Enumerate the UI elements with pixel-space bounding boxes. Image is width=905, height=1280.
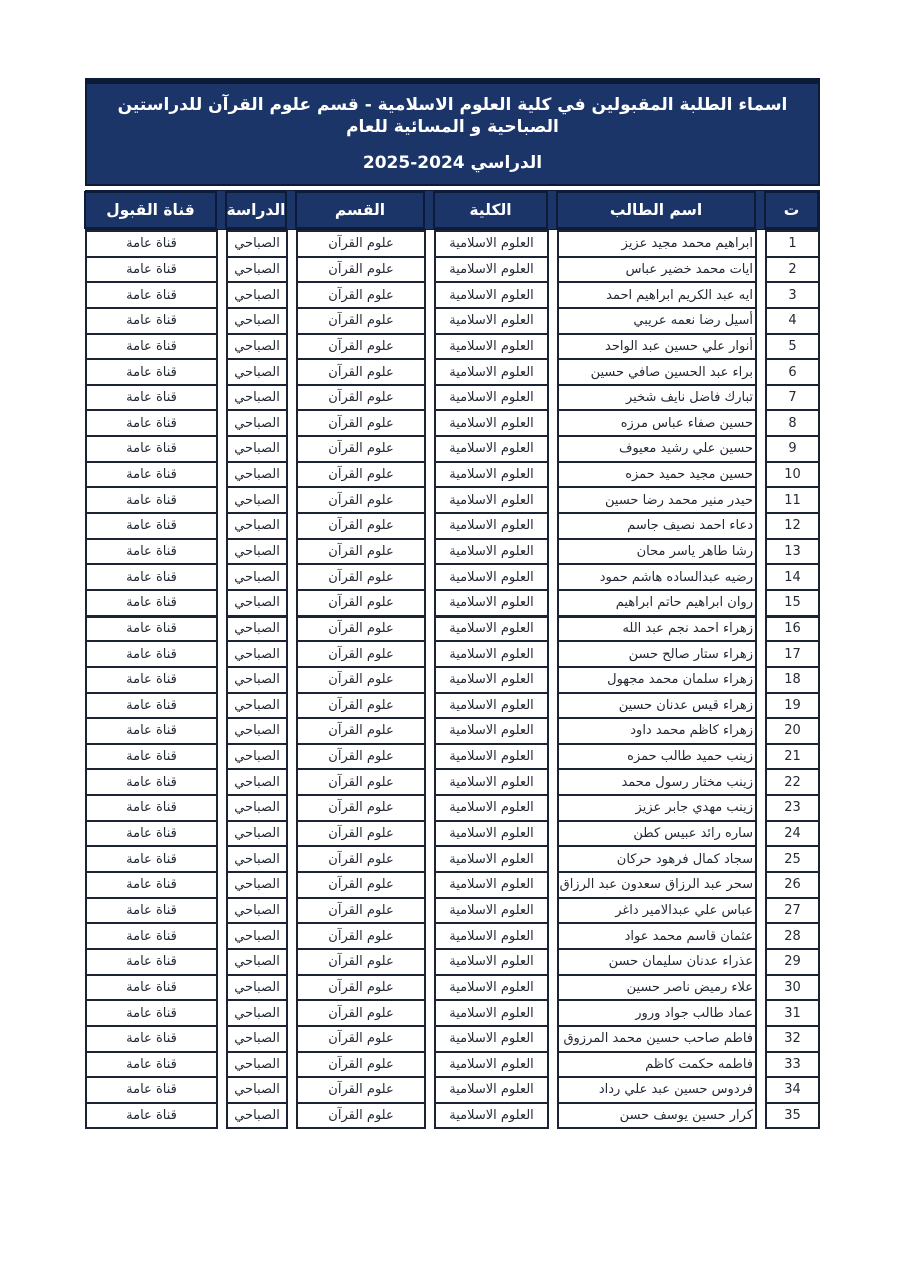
college-cell: العلوم الاسلامية <box>434 1051 549 1079</box>
college-cell: العلوم الاسلامية <box>434 333 549 361</box>
college-cell: العلوم الاسلامية <box>434 1076 549 1104</box>
study-shift-cell: الصباحي <box>226 1025 288 1053</box>
row-number-cell: 14 <box>765 563 820 591</box>
college-cell: العلوم الاسلامية <box>434 461 549 489</box>
row-number-cell: 7 <box>765 384 820 412</box>
table-row <box>85 538 820 566</box>
admission-channel-cell: قناة عامة <box>85 230 218 258</box>
college-cell: العلوم الاسلامية <box>434 281 549 309</box>
student-name-cell: رضيه عبدالساده هاشم حمود <box>557 563 757 591</box>
admission-channel-cell: قناة عامة <box>85 768 218 796</box>
row-number-cell: 5 <box>765 333 820 361</box>
row-number-cell: 9 <box>765 435 820 463</box>
student-name-cell: عماد طالب جواد ورور <box>557 999 757 1027</box>
study-shift-cell: الصباحي <box>226 897 288 925</box>
department-cell: علوم القرآن <box>296 999 426 1027</box>
college-cell: العلوم الاسلامية <box>434 563 549 591</box>
study-shift-cell: الصباحي <box>226 666 288 694</box>
row-number-cell: 8 <box>765 409 820 437</box>
college-cell: العلوم الاسلامية <box>434 230 549 258</box>
department-cell: علوم القرآن <box>296 409 426 437</box>
student-name-cell: حسين علي رشيد معيوف <box>557 435 757 463</box>
study-shift-cell: الصباحي <box>226 461 288 489</box>
column-header-index: ت <box>764 191 819 229</box>
table-row <box>85 897 820 925</box>
table-row <box>85 589 820 617</box>
study-shift-cell: الصباحي <box>226 717 288 745</box>
study-shift-cell: الصباحي <box>226 974 288 1002</box>
study-shift-cell: الصباحي <box>226 333 288 361</box>
table-row <box>85 717 820 745</box>
study-shift-cell: الصباحي <box>226 538 288 566</box>
college-cell: العلوم الاسلامية <box>434 794 549 822</box>
admission-channel-cell: قناة عامة <box>85 692 218 720</box>
table-row <box>85 1102 820 1130</box>
table-row <box>85 230 820 258</box>
college-cell: العلوم الاسلامية <box>434 922 549 950</box>
college-cell: العلوم الاسلامية <box>434 999 549 1027</box>
row-number-cell: 12 <box>765 512 820 540</box>
college-cell: العلوم الاسلامية <box>434 256 549 284</box>
college-cell: العلوم الاسلامية <box>434 486 549 514</box>
table-row <box>85 358 820 386</box>
student-name-cell: براء عبد الحسين صافي حسين <box>557 358 757 386</box>
study-shift-cell: الصباحي <box>226 256 288 284</box>
department-cell: علوم القرآن <box>296 461 426 489</box>
department-cell: علوم القرآن <box>296 974 426 1002</box>
row-number-cell: 1 <box>765 230 820 258</box>
row-number-cell: 25 <box>765 845 820 873</box>
table-row <box>85 922 820 950</box>
row-number-cell: 23 <box>765 794 820 822</box>
row-number-cell: 17 <box>765 640 820 668</box>
admission-channel-cell: قناة عامة <box>85 615 218 643</box>
department-cell: علوم القرآن <box>296 948 426 976</box>
admission-channel-cell: قناة عامة <box>85 1102 218 1130</box>
admission-channel-cell: قناة عامة <box>85 794 218 822</box>
department-cell: علوم القرآن <box>296 589 426 617</box>
table-row <box>85 461 820 489</box>
table-row <box>85 256 820 284</box>
admission-channel-cell: قناة عامة <box>85 845 218 873</box>
student-name-cell: حسين صفاء عباس مرزه <box>557 409 757 437</box>
table-row <box>85 307 820 335</box>
row-number-cell: 31 <box>765 999 820 1027</box>
document-sheet <box>85 78 820 1129</box>
department-cell: علوم القرآن <box>296 615 426 643</box>
college-cell: العلوم الاسلامية <box>434 538 549 566</box>
table-row <box>85 974 820 1002</box>
study-shift-cell: الصباحي <box>226 307 288 335</box>
row-number-cell: 34 <box>765 1076 820 1104</box>
table-row <box>85 333 820 361</box>
college-cell: العلوم الاسلامية <box>434 948 549 976</box>
row-number-cell: 32 <box>765 1025 820 1053</box>
college-cell: العلوم الاسلامية <box>434 307 549 335</box>
student-name-cell: عذراء عدنان سليمان حسن <box>557 948 757 976</box>
column-header-dept: القسم <box>295 191 425 229</box>
admission-channel-cell: قناة عامة <box>85 717 218 745</box>
department-cell: علوم القرآن <box>296 538 426 566</box>
study-shift-cell: الصباحي <box>226 358 288 386</box>
college-cell: العلوم الاسلامية <box>434 589 549 617</box>
college-cell: العلوم الاسلامية <box>434 871 549 899</box>
admission-channel-cell: قناة عامة <box>85 897 218 925</box>
study-shift-cell: الصباحي <box>226 563 288 591</box>
table-row <box>85 845 820 873</box>
admission-channel-cell: قناة عامة <box>85 666 218 694</box>
student-name-cell: زينب حميد طالب حمزه <box>557 743 757 771</box>
department-cell: علوم القرآن <box>296 1076 426 1104</box>
admission-channel-cell: قناة عامة <box>85 999 218 1027</box>
student-name-cell: علاء رميض ناصر حسين <box>557 974 757 1002</box>
table-row <box>85 384 820 412</box>
admission-channel-cell: قناة عامة <box>85 538 218 566</box>
admission-channel-cell: قناة عامة <box>85 974 218 1002</box>
college-cell: العلوم الاسلامية <box>434 640 549 668</box>
row-number-cell: 15 <box>765 589 820 617</box>
table-row <box>85 1025 820 1053</box>
row-number-cell: 10 <box>765 461 820 489</box>
column-header-college: الكلية <box>433 191 548 229</box>
table-row <box>85 820 820 848</box>
college-cell: العلوم الاسلامية <box>434 845 549 873</box>
college-cell: العلوم الاسلامية <box>434 974 549 1002</box>
admission-channel-cell: قناة عامة <box>85 1025 218 1053</box>
column-header-channel: قناة القبول <box>84 191 217 229</box>
department-cell: علوم القرآن <box>296 794 426 822</box>
study-shift-cell: الصباحي <box>226 1051 288 1079</box>
student-name-cell: زهراء احمد نجم عبد الله <box>557 615 757 643</box>
admission-channel-cell: قناة عامة <box>85 409 218 437</box>
department-cell: علوم القرآن <box>296 486 426 514</box>
department-cell: علوم القرآن <box>296 845 426 873</box>
student-name-cell: زهراء كاظم محمد داود <box>557 717 757 745</box>
study-shift-cell: الصباحي <box>226 948 288 976</box>
college-cell: العلوم الاسلامية <box>434 692 549 720</box>
student-name-cell: أسيل رضا نعمه عريبي <box>557 307 757 335</box>
student-name-cell: عباس علي عبدالامير داغر <box>557 897 757 925</box>
student-name-cell: روان ابراهيم حاتم ابراهيم <box>557 589 757 617</box>
student-name-cell: حيدر منير محمد رضا حسين <box>557 486 757 514</box>
row-number-cell: 30 <box>765 974 820 1002</box>
study-shift-cell: الصباحي <box>226 794 288 822</box>
study-shift-cell: الصباحي <box>226 820 288 848</box>
college-cell: العلوم الاسلامية <box>434 384 549 412</box>
column-header-name: اسم الطالب <box>556 191 756 229</box>
study-shift-cell: الصباحي <box>226 1076 288 1104</box>
study-shift-cell: الصباحي <box>226 486 288 514</box>
student-name-cell: ابراهيم محمد مجيد عزيز <box>557 230 757 258</box>
department-cell: علوم القرآن <box>296 384 426 412</box>
student-name-cell: زينب مهدي جابر عزيز <box>557 794 757 822</box>
row-number-cell: 24 <box>765 820 820 848</box>
study-shift-cell: الصباحي <box>226 1102 288 1130</box>
table-header-row <box>85 190 820 230</box>
student-name-cell: زهراء قيس عدنان حسين <box>557 692 757 720</box>
student-name-cell: فاطمه حكمت كاظم <box>557 1051 757 1079</box>
study-shift-cell: الصباحي <box>226 435 288 463</box>
student-name-cell: سحر عبد الرزاق سعدون عبد الرزاق <box>557 871 757 899</box>
student-name-cell: سجاد كمال فرهود حركان <box>557 845 757 873</box>
table-row <box>85 640 820 668</box>
admission-channel-cell: قناة عامة <box>85 384 218 412</box>
study-shift-cell: الصباحي <box>226 615 288 643</box>
college-cell: العلوم الاسلامية <box>434 512 549 540</box>
table-row <box>85 999 820 1027</box>
admission-channel-cell: قناة عامة <box>85 743 218 771</box>
student-name-cell: ساره رائد عبيس كطن <box>557 820 757 848</box>
table-row <box>85 281 820 309</box>
table-row <box>85 948 820 976</box>
row-number-cell: 21 <box>765 743 820 771</box>
department-cell: علوم القرآن <box>296 717 426 745</box>
student-name-cell: كرار حسين يوسف حسن <box>557 1102 757 1130</box>
row-number-cell: 13 <box>765 538 820 566</box>
student-name-cell: زينب مختار رسول محمد <box>557 768 757 796</box>
title-line-2: الدراسي 2024-2025 <box>362 153 543 174</box>
column-header-study: الدراسة <box>225 191 287 229</box>
study-shift-cell: الصباحي <box>226 922 288 950</box>
department-cell: علوم القرآن <box>296 820 426 848</box>
row-number-cell: 35 <box>765 1102 820 1130</box>
table-row <box>85 768 820 796</box>
table-row <box>85 615 820 643</box>
table-row <box>85 1076 820 1104</box>
study-shift-cell: الصباحي <box>226 512 288 540</box>
department-cell: علوم القرآن <box>296 692 426 720</box>
table-row <box>85 435 820 463</box>
row-number-cell: 6 <box>765 358 820 386</box>
admission-channel-cell: قناة عامة <box>85 922 218 950</box>
student-name-cell: تبارك فاضل نايف شخير <box>557 384 757 412</box>
department-cell: علوم القرآن <box>296 922 426 950</box>
college-cell: العلوم الاسلامية <box>434 717 549 745</box>
department-cell: علوم القرآن <box>296 743 426 771</box>
study-shift-cell: الصباحي <box>226 692 288 720</box>
row-number-cell: 20 <box>765 717 820 745</box>
department-cell: علوم القرآن <box>296 666 426 694</box>
table-row <box>85 692 820 720</box>
study-shift-cell: الصباحي <box>226 999 288 1027</box>
student-name-cell: ايات محمد خضير عباس <box>557 256 757 284</box>
admission-channel-cell: قناة عامة <box>85 281 218 309</box>
admission-channel-cell: قناة عامة <box>85 589 218 617</box>
row-number-cell: 27 <box>765 897 820 925</box>
department-cell: علوم القرآن <box>296 871 426 899</box>
admission-channel-cell: قناة عامة <box>85 435 218 463</box>
college-cell: العلوم الاسلامية <box>434 820 549 848</box>
department-cell: علوم القرآن <box>296 640 426 668</box>
row-number-cell: 28 <box>765 922 820 950</box>
student-name-cell: فردوس حسين عبد علي رداد <box>557 1076 757 1104</box>
study-shift-cell: الصباحي <box>226 230 288 258</box>
college-cell: العلوم الاسلامية <box>434 768 549 796</box>
study-shift-cell: الصباحي <box>226 845 288 873</box>
table-row <box>85 666 820 694</box>
admission-channel-cell: قناة عامة <box>85 333 218 361</box>
row-number-cell: 3 <box>765 281 820 309</box>
student-name-cell: زهراء ستار صالح حسن <box>557 640 757 668</box>
college-cell: العلوم الاسلامية <box>434 1102 549 1130</box>
row-number-cell: 16 <box>765 615 820 643</box>
department-cell: علوم القرآن <box>296 435 426 463</box>
college-cell: العلوم الاسلامية <box>434 666 549 694</box>
table-row <box>85 486 820 514</box>
admission-channel-cell: قناة عامة <box>85 256 218 284</box>
study-shift-cell: الصباحي <box>226 871 288 899</box>
department-cell: علوم القرآن <box>296 307 426 335</box>
study-shift-cell: الصباحي <box>226 409 288 437</box>
department-cell: علوم القرآن <box>296 897 426 925</box>
admission-channel-cell: قناة عامة <box>85 948 218 976</box>
admission-channel-cell: قناة عامة <box>85 563 218 591</box>
row-number-cell: 26 <box>765 871 820 899</box>
department-cell: علوم القرآن <box>296 281 426 309</box>
table-body <box>85 230 820 1129</box>
department-cell: علوم القرآن <box>296 333 426 361</box>
admission-channel-cell: قناة عامة <box>85 358 218 386</box>
study-shift-cell: الصباحي <box>226 384 288 412</box>
table-row <box>85 512 820 540</box>
title-banner <box>85 78 820 186</box>
study-shift-cell: الصباحي <box>226 589 288 617</box>
table-row <box>85 871 820 899</box>
admission-channel-cell: قناة عامة <box>85 1051 218 1079</box>
admission-channel-cell: قناة عامة <box>85 820 218 848</box>
study-shift-cell: الصباحي <box>226 281 288 309</box>
college-cell: العلوم الاسلامية <box>434 1025 549 1053</box>
row-number-cell: 33 <box>765 1051 820 1079</box>
row-number-cell: 18 <box>765 666 820 694</box>
student-name-cell: رشا طاهر ياسر محان <box>557 538 757 566</box>
admission-channel-cell: قناة عامة <box>85 461 218 489</box>
admission-channel-cell: قناة عامة <box>85 512 218 540</box>
student-name-cell: دعاء احمد نصيف جاسم <box>557 512 757 540</box>
row-number-cell: 4 <box>765 307 820 335</box>
table-row <box>85 563 820 591</box>
department-cell: علوم القرآن <box>296 1102 426 1130</box>
college-cell: العلوم الاسلامية <box>434 358 549 386</box>
student-name-cell: فاطم صاحب حسين محمد المرزوق <box>557 1025 757 1053</box>
department-cell: علوم القرآن <box>296 256 426 284</box>
department-cell: علوم القرآن <box>296 512 426 540</box>
student-name-cell: أنوار علي حسين عبد الواحد <box>557 333 757 361</box>
row-number-cell: 11 <box>765 486 820 514</box>
department-cell: علوم القرآن <box>296 1025 426 1053</box>
department-cell: علوم القرآن <box>296 563 426 591</box>
college-cell: العلوم الاسلامية <box>434 615 549 643</box>
admission-channel-cell: قناة عامة <box>85 307 218 335</box>
department-cell: علوم القرآن <box>296 358 426 386</box>
student-name-cell: حسين مجيد حميد حمزه <box>557 461 757 489</box>
title-line-1: اسماء الطلبة المقبولين في كلية العلوم الاسلامية - قسم علوم القرآن للدراستين الصباحية و المسائية للعام <box>117 94 788 137</box>
student-name-cell: عثمان قاسم محمد عواد <box>557 922 757 950</box>
row-number-cell: 22 <box>765 768 820 796</box>
college-cell: العلوم الاسلامية <box>434 897 549 925</box>
study-shift-cell: الصباحي <box>226 743 288 771</box>
college-cell: العلوم الاسلامية <box>434 435 549 463</box>
row-number-cell: 29 <box>765 948 820 976</box>
admission-channel-cell: قناة عامة <box>85 486 218 514</box>
college-cell: العلوم الاسلامية <box>434 743 549 771</box>
admission-channel-cell: قناة عامة <box>85 640 218 668</box>
student-name-cell: زهراء سلمان محمد مجهول <box>557 666 757 694</box>
row-number-cell: 2 <box>765 256 820 284</box>
table-row <box>85 743 820 771</box>
department-cell: علوم القرآن <box>296 230 426 258</box>
college-cell: العلوم الاسلامية <box>434 409 549 437</box>
admission-channel-cell: قناة عامة <box>85 1076 218 1104</box>
study-shift-cell: الصباحي <box>226 640 288 668</box>
table-row <box>85 794 820 822</box>
student-name-cell: ايه عبد الكريم ابراهيم احمد <box>557 281 757 309</box>
admission-channel-cell: قناة عامة <box>85 871 218 899</box>
department-cell: علوم القرآن <box>296 768 426 796</box>
table-row <box>85 409 820 437</box>
row-number-cell: 19 <box>765 692 820 720</box>
study-shift-cell: الصباحي <box>226 768 288 796</box>
department-cell: علوم القرآن <box>296 1051 426 1079</box>
table-row <box>85 1051 820 1079</box>
